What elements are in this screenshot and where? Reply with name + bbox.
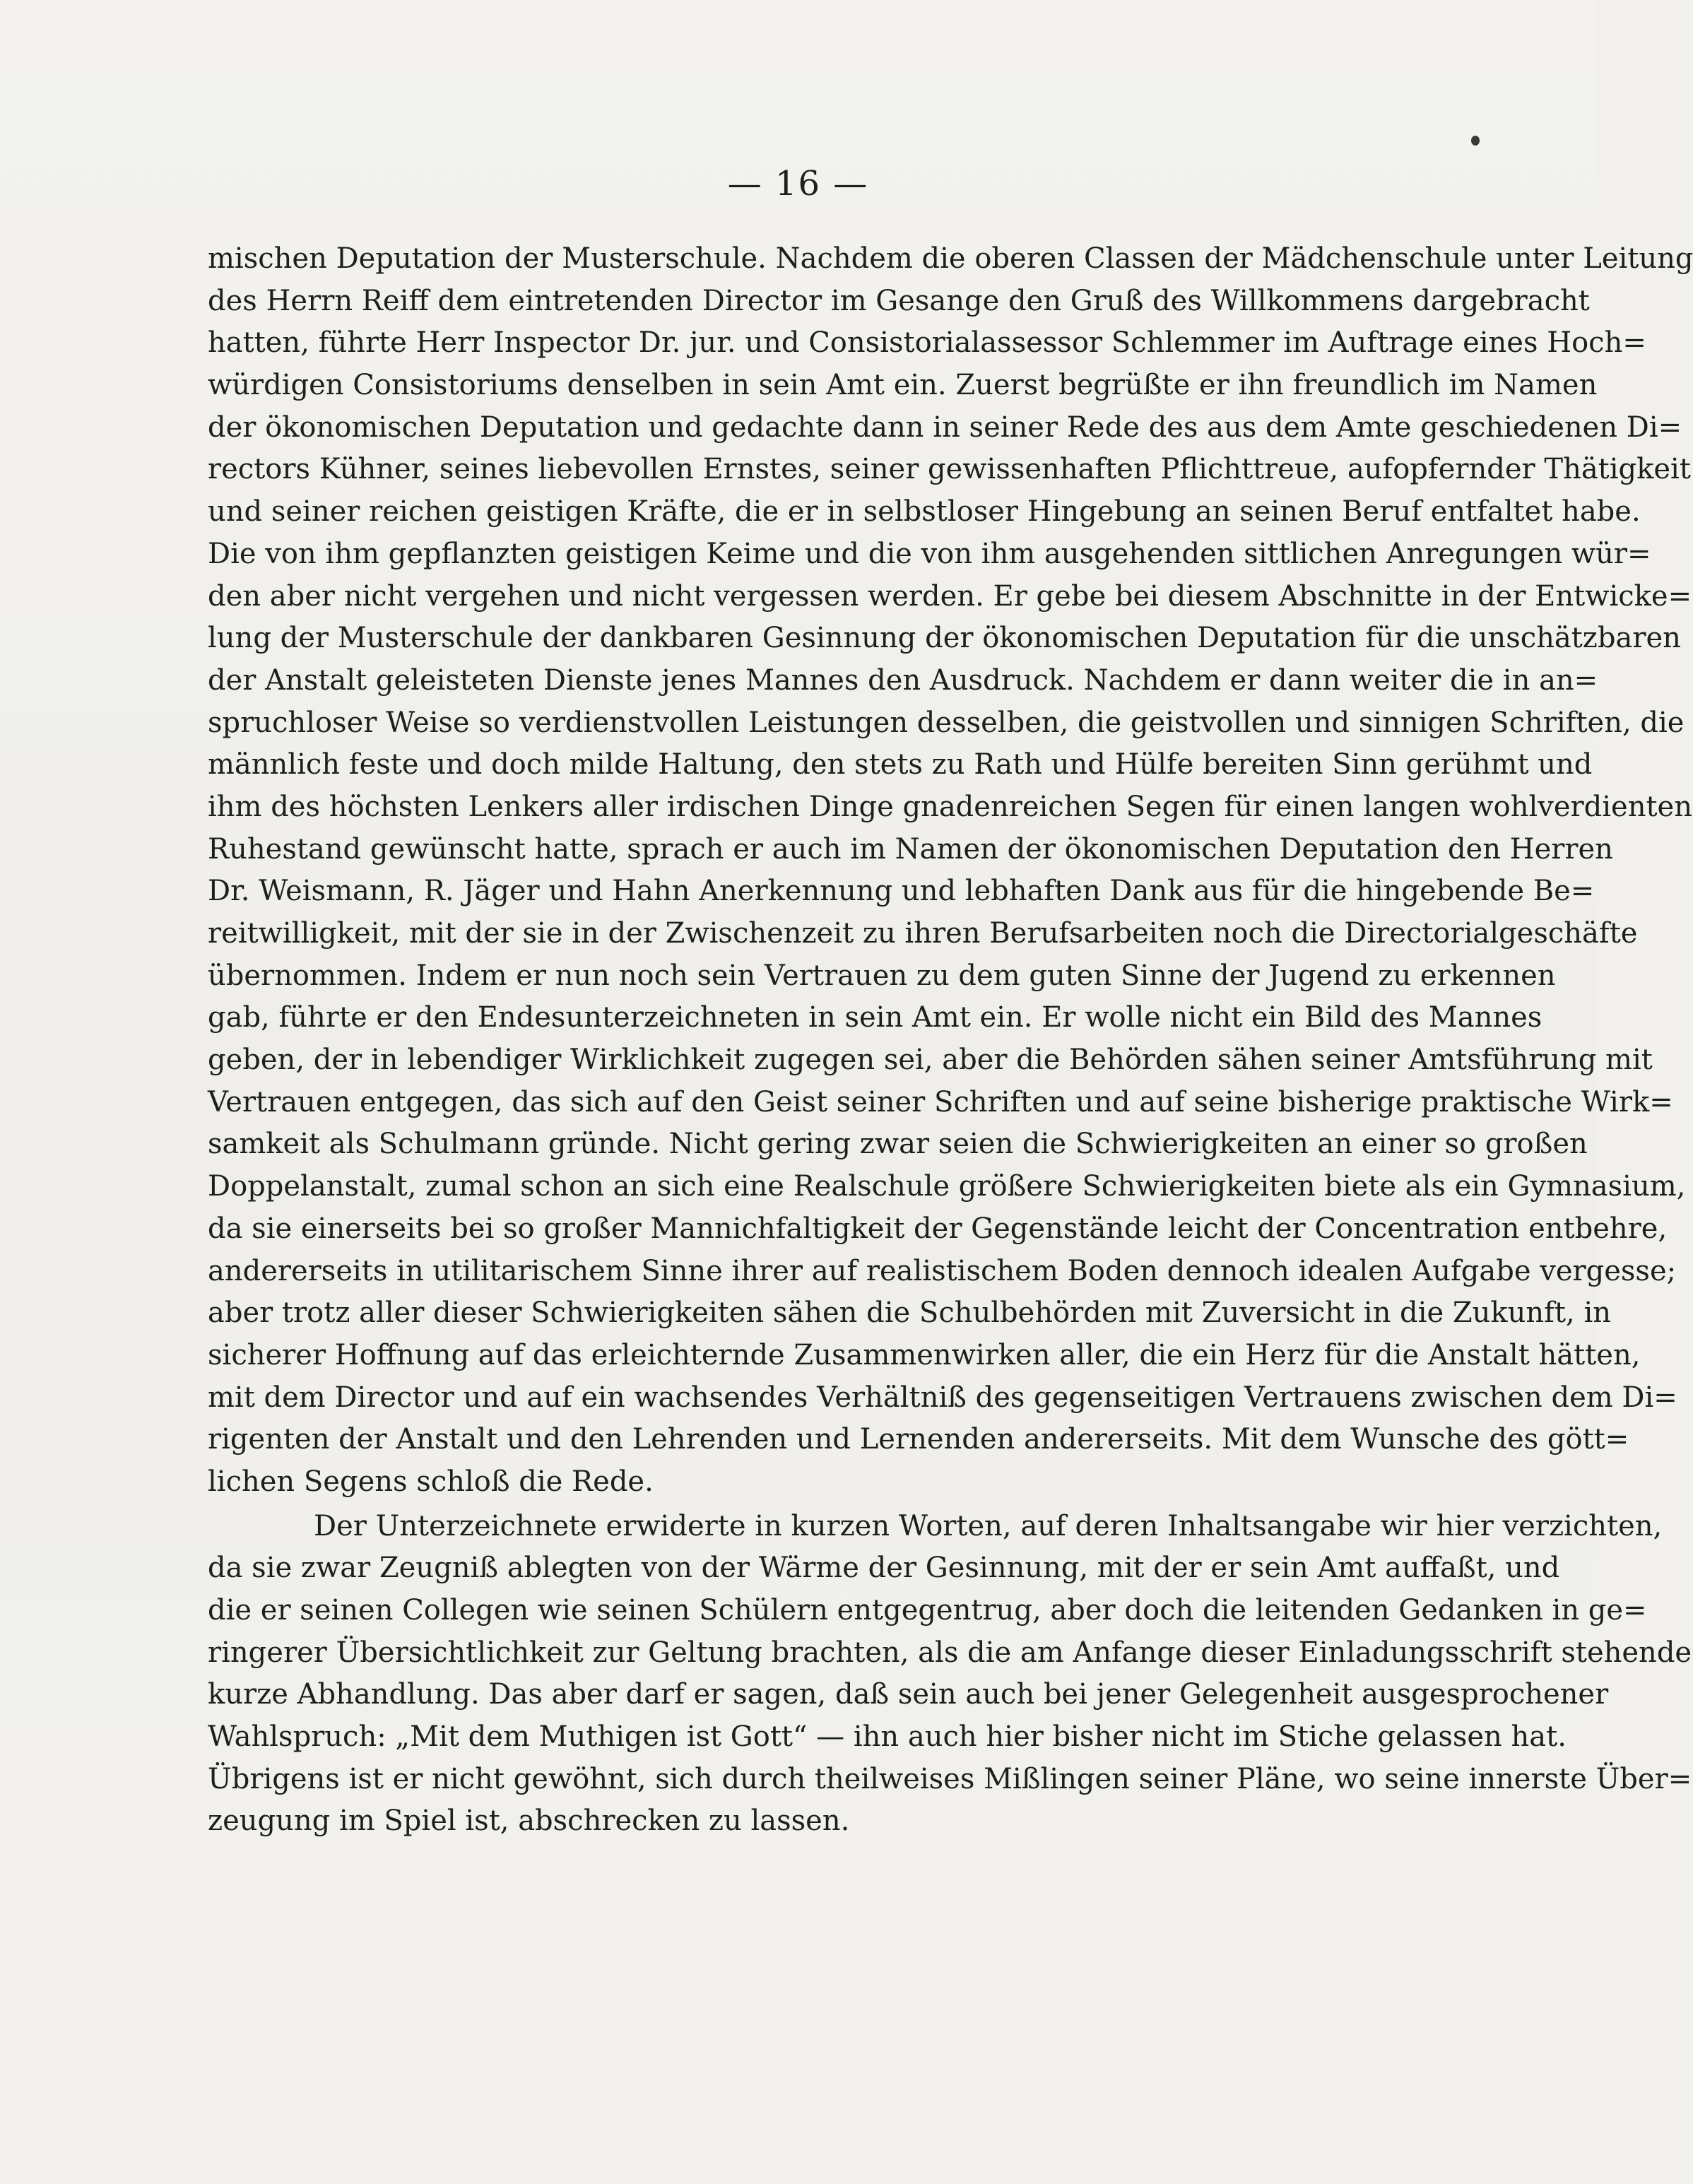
text-line: Die von ihm gepflanzten geistigen Keime und die von ihm ausgehenden sittlichen Anregungen wür= (208, 537, 1651, 570)
text-line: kurze Abhandlung. Das aber darf er sagen, daß sein auch bei jener Gelegenheit ausgesprochener (208, 1678, 1609, 1711)
text-line: gab, führte er den Endesunterzeichneten in sein Amt ein. Er wolle nicht ein Bild des Mannes (208, 1001, 1542, 1034)
text-line: lichen Segens schloß die Rede. (208, 1465, 654, 1498)
text-line: der Anstalt geleisteten Dienste jenes Mannes den Ausdruck. Nachdem er dann weiter die in an= (208, 663, 1598, 697)
text-line: würdigen Consistoriums denselben in sein Amt ein. Zuerst begrüßte er ihn freundlich im Namen (208, 369, 1598, 402)
text-line: sicherer Hoffnung auf das erleichternde Zusammenwirken aller, die ein Herz für die Anstalt hätten, (208, 1338, 1641, 1371)
body-text (208, 238, 1693, 1843)
paragraph-1 (208, 238, 1693, 1504)
text-line: samkeit als Schulmann gründe. Nicht gering zwar seien die Schwierigkeiten an einer so großen (208, 1128, 1588, 1161)
text-line: Vertrauen entgegen, das sich auf den Geist seiner Schriften und auf seine bisherige praktische Wirk= (208, 1085, 1673, 1118)
text-line: reitwilligkeit, mit der sie in der Zwischenzeit zu ihren Berufsarbeiten noch die Directorialgeschäfte (208, 917, 1638, 950)
text-line: andererseits in utilitarischem Sinne ihrer auf realistischem Boden dennoch idealen Aufgabe vergesse; (208, 1254, 1677, 1287)
text-line: Übrigens ist er nicht gewöhnt, sich durch theilweises Mißlingen seiner Pläne, wo seine innerste Über= (208, 1762, 1692, 1795)
paragraph-2 (208, 1506, 1692, 1843)
text-line: den aber nicht vergehen und nicht vergessen werden. Er gebe bei diesem Abschnitte in der Entwicke= (208, 579, 1692, 613)
text-line: aber trotz aller dieser Schwierigkeiten sähen die Schulbehörden mit Zuversicht in die Zukunft, in (208, 1297, 1612, 1330)
text-line: der ökonomischen Deputation und gedachte dann in seiner Rede des aus dem Amte geschiedenen Di= (208, 411, 1682, 444)
text-line: rectors Kühner, seines liebevollen Ernstes, seiner gewissenhaften Pflichttreue, aufopfernder Thätigkeit (208, 453, 1691, 486)
text-line: ringerer Übersichtlichkeit zur Geltung brachten, als die am Anfange dieser Einladungsschrift stehende (208, 1636, 1692, 1669)
text-line: Dr. Weismann, R. Jäger und Hahn Anerkennung und lebhaften Dank aus für die hingebende Be= (208, 875, 1595, 908)
ink-speck (1471, 136, 1480, 146)
text-line: mit dem Director und auf ein wachsendes Verhältniß des gegenseitigen Vertrauens zwischen dem Di= (208, 1381, 1677, 1414)
text-line: spruchloser Weise so verdienstvollen Leistungen desselben, die geistvollen und sinnigen Schriften, die (208, 706, 1685, 739)
text-line: rigenten der Anstalt und den Lehrenden und Lernenden andererseits. Mit dem Wunsche des gött= (208, 1423, 1629, 1456)
text-line: geben, der in lebendiger Wirklichkeit zugegen sei, aber die Behörden sähen seiner Amtsführung mit (208, 1044, 1653, 1077)
page-number: — 16 — (727, 164, 869, 203)
text-line: da sie einerseits bei so großer Mannichfaltigkeit der Gegenstände leicht der Concentration entbehre, (208, 1212, 1668, 1245)
text-line: übernommen. Indem er nun noch sein Vertrauen zu dem guten Sinne der Jugend zu erkennen (208, 959, 1556, 992)
text-line: und seiner reichen geistigen Kräfte, die er in selbstloser Hingebung an seinen Beruf entfaltet habe. (208, 495, 1641, 529)
text-line: die er seinen Collegen wie seinen Schülern entgegentrug, aber doch die leitenden Gedanken in ge= (208, 1594, 1647, 1627)
text-line: mischen Deputation der Musterschule. Nachdem die oberen Classen der Mädchenschule unter Leitung (208, 242, 1693, 275)
text-line: Wahlspruch: „Mit dem Muthigen ist Gott“ — ihn auch hier bisher nicht im Stiche gelassen hat. (208, 1720, 1567, 1754)
text-line: da sie zwar Zeugniß ablegten von der Wärme der Gesinnung, mit der er sein Amt auffaßt, und (208, 1552, 1560, 1585)
text-line: zeugung im Spiel ist, abschrecken zu lassen. (208, 1805, 850, 1838)
text-line: Der Unterzeichnete erwiderte in kurzen Worten, auf deren Inhaltsangabe wir hier verzichten, (314, 1509, 1663, 1542)
text-line: ihm des höchsten Lenkers aller irdischen Dinge gnadenreichen Segen für einen langen wohlverdienten (208, 790, 1692, 823)
text-line: Doppelanstalt, zumal schon an sich eine Realschule größere Schwierigkeiten biete als ein Gymnasium, (208, 1170, 1686, 1203)
text-line: lung der Musterschule der dankbaren Gesinnung der ökonomischen Deputation für die unschätzbaren (208, 622, 1681, 655)
text-line: hatten, führte Herr Inspector Dr. jur. und Consistorialassessor Schlemmer im Auftrage eines Hoch= (208, 326, 1646, 360)
text-line: Ruhestand gewünscht hatte, sprach er auch im Namen der ökonomischen Deputation den Herren (208, 832, 1613, 866)
text-line: des Herrn Reiff dem eintretenden Director im Gesange den Gruß des Willkommens dargebracht (208, 284, 1590, 317)
text-line: männlich feste und doch milde Haltung, den stets zu Rath und Hülfe bereiten Sinn gerühmt und (208, 748, 1593, 781)
